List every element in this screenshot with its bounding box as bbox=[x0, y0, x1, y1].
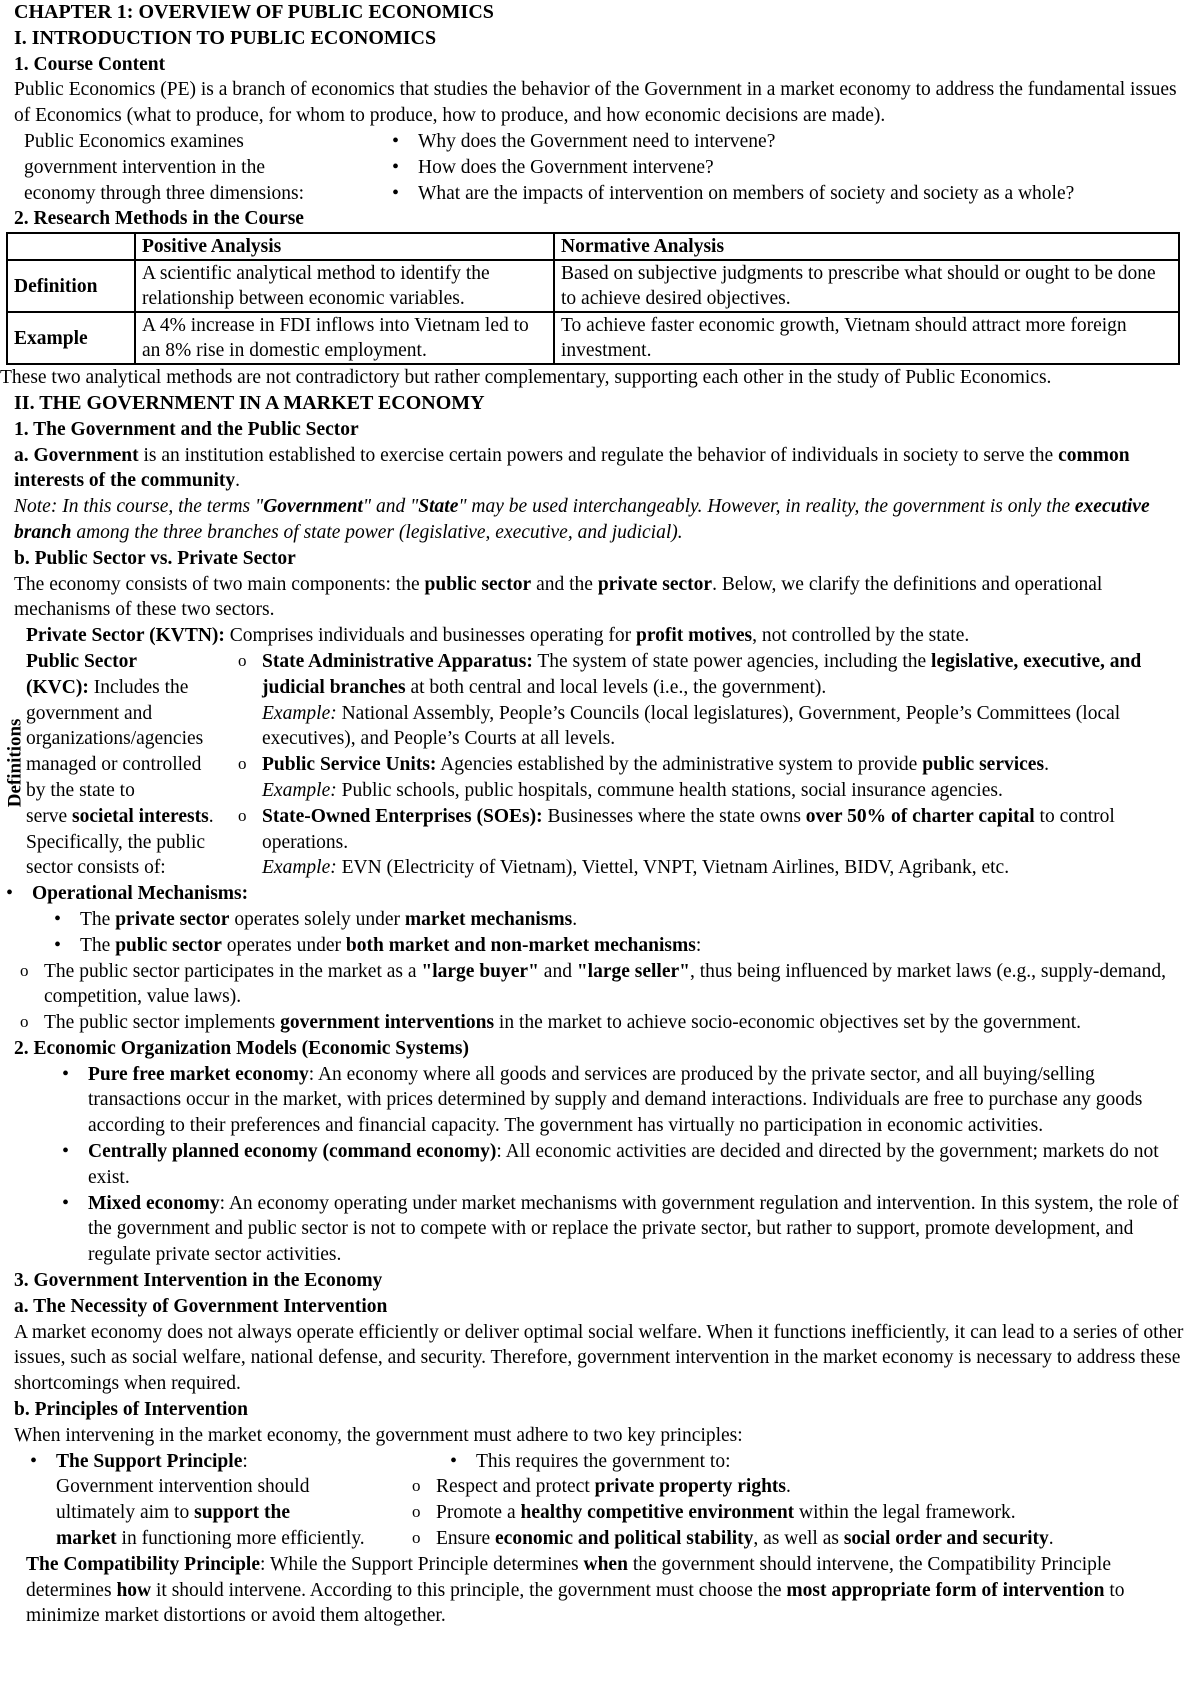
public-sector-label-col: Public Sector (KVC): Includes the government and organizations/agencies managed or controlled by the state to serve societal interests. Specifically, the public sector consists of: bbox=[26, 650, 214, 879]
intervention-heading: 3. Government Intervention in the Economy bbox=[14, 1270, 383, 1292]
support-principle: • The Support Principle: Government intervention should ultimately aim to support the market in functioning more efficiently. bbox=[56, 1449, 424, 1552]
model-item: • Mixed economy: An economy operating under market mechanisms with government regulation and intervention. In this system, the role of the government and public sector is not to compete with or replace the private sector, but rather to support, promote development, and regulate private sector activities. bbox=[88, 1191, 1190, 1268]
economic-models-list bbox=[14, 1062, 1190, 1268]
ex-positive-cell: A 4% increase in FDI inflows into Vietnam led to an 8% rise in domestic employment. bbox=[135, 312, 554, 364]
requirement-item: o Ensure economic and political stability, as well as social order and security. bbox=[436, 1526, 1190, 1552]
table-row bbox=[7, 233, 1179, 260]
private-sector-definition: Private Sector (KVTN): Comprises individuals and businesses operating for profit motives, not controlled by the state. bbox=[26, 625, 970, 647]
public-service-units-item: o Public Service Units: Agencies established by the administrative system to provide public services. Example: Public schools, public hospitals, commune health stations, social insurance agencies. bbox=[262, 752, 1190, 804]
dimensions-questions bbox=[376, 129, 1074, 206]
methods-table bbox=[6, 232, 1180, 365]
section-1-title: I. INTRODUCTION TO PUBLIC ECONOMICS bbox=[14, 26, 437, 49]
admin-apparatus-item: o State Administrative Apparatus: The system of state power agencies, including the legislative, executive, and judicial branches at both central and local levels (i.e., the government). Example: National Assembly, People’s Councils (local legislatures), Government, People’s Committees (local executives), and People’s Courts at all levels. bbox=[262, 649, 1190, 752]
row-example-label: Example bbox=[7, 312, 135, 364]
question-item: • Why does the Government need to intervene? bbox=[418, 129, 1074, 155]
principles-heading: b. Principles of Intervention bbox=[14, 1399, 248, 1421]
question-item: • How does the Government intervene? bbox=[418, 155, 1074, 181]
definitions-block bbox=[4, 623, 1190, 881]
necessity-heading: a. The Necessity of Government Intervention bbox=[14, 1295, 388, 1317]
government-definition: a. Government is an institution established to exercise certain powers and regulate the behavior of individuals in society to serve the common interests of the community. bbox=[14, 444, 1130, 492]
sector-intro: The economy consists of two main components: the public sector and the private sector. Below, we clarify the definitions and operational mechanisms of these two sectors. bbox=[14, 573, 1103, 621]
mechanism-sub-item: o The public sector implements government interventions in the market to achieve socio-economic objectives set by the government. bbox=[44, 1010, 1190, 1036]
table-row bbox=[7, 312, 1179, 364]
table-row bbox=[7, 260, 1179, 312]
gov-public-sector-heading: 1. The Government and the Public Sector bbox=[14, 418, 359, 440]
public-sector-definition bbox=[26, 649, 1190, 881]
necessity-paragraph: A market economy does not always operate efficiently or deliver optimal social welfare. When it functions inefficiently, it can lead to a series of other issues, such as social welfare, national defense, and security. Therefore, government intervention in the market economy is necessary to address these shortcomings when required. bbox=[14, 1321, 1184, 1395]
course-content-heading: 1. Course Content bbox=[14, 53, 166, 75]
public-sector-components bbox=[248, 649, 1190, 881]
principles-intro: When intervening in the market economy, the government must adhere to two key principles: bbox=[14, 1424, 743, 1446]
mechanisms-list bbox=[14, 907, 1190, 959]
sector-comparison-heading: b. Public Sector vs. Private Sector bbox=[14, 547, 296, 569]
dimensions-label: Public Economics examines government intervention in the economy through three dimensions: bbox=[24, 130, 304, 204]
row-definition-label: Definition bbox=[7, 260, 135, 312]
government-note: Note: In this course, the terms "Government" and "State" may be used interchangeably. However, in reality, the government is only the executive branch among the three branches of state power (legislative, executive, and judicial). bbox=[14, 496, 1150, 543]
support-requirements bbox=[424, 1449, 1190, 1552]
section-2-title: II. THE GOVERNMENT IN A MARKET ECONOMY bbox=[14, 391, 485, 414]
def-normative-cell: Based on subjective judgments to prescribe what should or ought to be done to achieve desired objectives. bbox=[554, 260, 1179, 312]
research-methods-heading: 2. Research Methods in the Course bbox=[14, 208, 304, 230]
col-positive-header: Positive Analysis bbox=[135, 233, 554, 260]
mechanism-item: • The private sector operates solely under market mechanisms. bbox=[80, 907, 1190, 933]
support-principle-block bbox=[14, 1449, 1190, 1552]
methods-note: These two analytical methods are not contradictory but rather complementary, supporting each other in the study of Public Economics. bbox=[0, 367, 1052, 389]
def-positive-cell: A scientific analytical method to identify the relationship between economic variables. bbox=[135, 260, 554, 312]
course-content-paragraph: Public Economics (PE) is a branch of economics that studies the behavior of the Government in a market economy to address the fundamental issues of Economics (what to produce, for whom to produce, how to produce, and how economic decisions are made). bbox=[14, 79, 1177, 127]
table-corner-cell bbox=[7, 233, 135, 260]
compatibility-principle: The Compatibility Principle: While the Support Principle determines when the government should intervene, the Compatibility Principle determines how it should intervene. According to this principle, the government must choose the most appropriate form of intervention to minimize market distortions or avoid them altogether. bbox=[26, 1553, 1125, 1627]
requirement-item: o Promote a healthy competitive environment within the legal framework. bbox=[436, 1500, 1190, 1526]
requirement-item: o Respect and protect private property rights. bbox=[436, 1474, 1190, 1500]
col-normative-header: Normative Analysis bbox=[554, 233, 1179, 260]
mechanism-sub-item: o The public sector participates in the market as a "large buyer" and "large seller", thus being influenced by market laws (e.g., supply-demand, competition, value laws). bbox=[44, 959, 1190, 1011]
soe-item: o State-Owned Enterprises (SOEs): Businesses where the state owns over 50% of charter capital to control operations. Example: EVN (Electricity of Vietnam), Viettel, VNPT, Vietnam Airlines, BIDV, Agribank, etc. bbox=[262, 804, 1190, 881]
model-item: • Pure free market economy: An economy where all goods and services are produced by the private sector, and all buying/selling transactions occur in the market, with prices determined by supply and demand interactions. Individuals are free to purchase any goods according to their preferences and financial capacity. The government has virtually no participation in economic activities. bbox=[88, 1062, 1190, 1139]
public-sector-mechanisms bbox=[14, 959, 1190, 1036]
ex-normative-cell: To achieve faster economic growth, Vietnam should attract more foreign investment. bbox=[554, 312, 1179, 364]
model-item: • Centrally planned economy (command economy): All economic activities are decided and directed by the government; markets do not exist. bbox=[88, 1139, 1190, 1191]
dimensions-block bbox=[14, 129, 1190, 206]
requirements-intro: • This requires the government to: bbox=[476, 1449, 1190, 1475]
definitions-vertical-label: Definitions bbox=[4, 718, 26, 808]
economic-models-heading: 2. Economic Organization Models (Economic Systems) bbox=[14, 1037, 469, 1059]
chapter-title: CHAPTER 1: OVERVIEW OF PUBLIC ECONOMICS bbox=[14, 1, 494, 23]
mechanism-item: • The public sector operates under both market and non-market mechanisms: bbox=[80, 933, 1190, 959]
mechanisms-heading: • Operational Mechanisms: bbox=[32, 881, 1190, 907]
question-item: • What are the impacts of intervention on members of society and society as a whole? bbox=[418, 181, 1074, 207]
